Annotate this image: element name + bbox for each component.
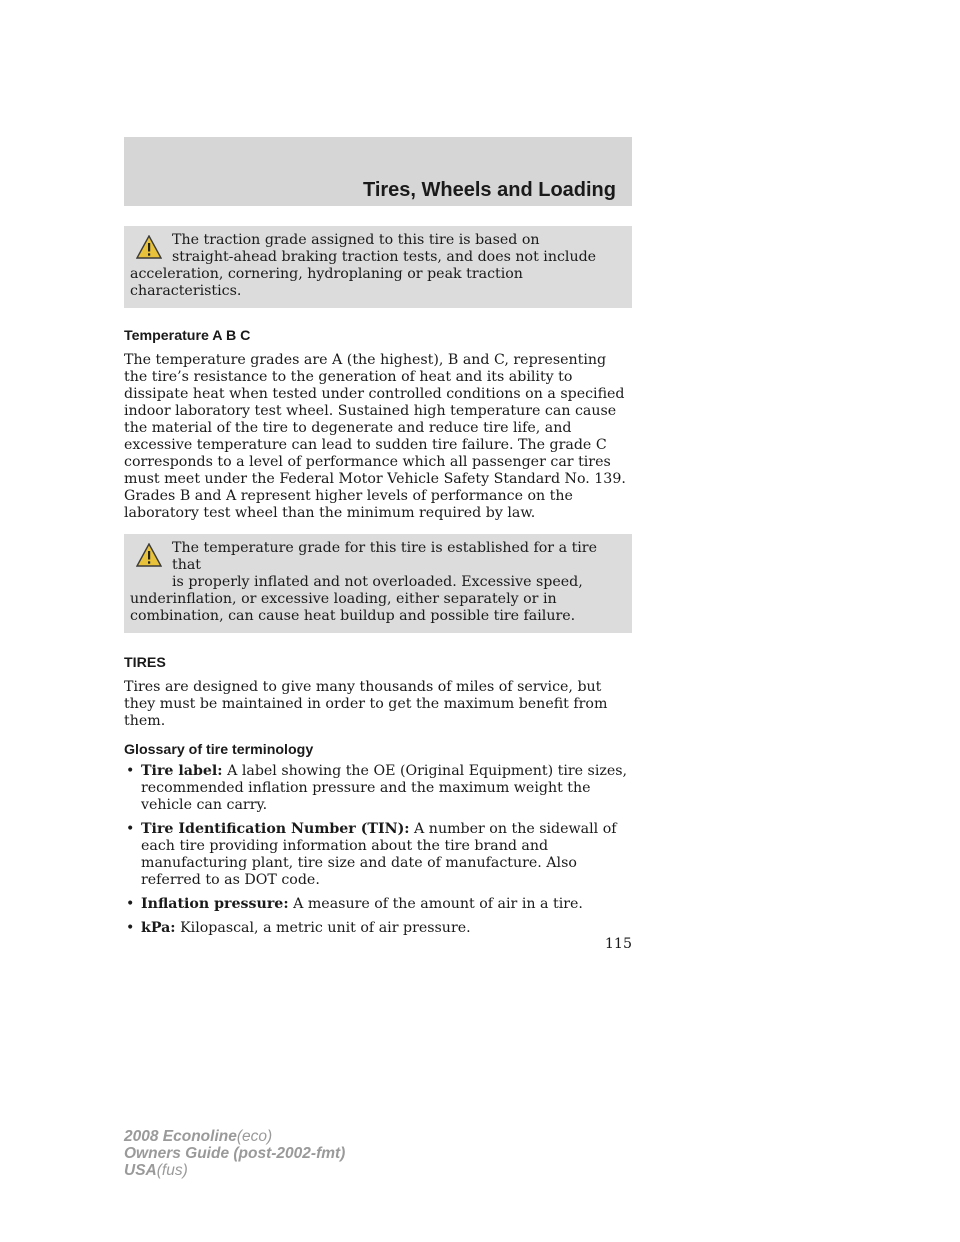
footer-model: 2008 Econoline [124, 1128, 237, 1145]
footer-guide-name: Owners Guide (post-2002-fmt) [124, 1145, 346, 1162]
warning-triangle-icon [136, 235, 162, 259]
page-number: 115 [604, 936, 632, 952]
warning-text-line: underinflation, or excessive loading, either separately or in [130, 591, 557, 607]
bullet: • [126, 896, 135, 912]
glossary-term: Tire label: [141, 763, 223, 779]
glossary-term: kPa: [141, 920, 176, 936]
tires-body-text: Tires are designed to give many thousands of miles of service, but they must be maintained in order to get the maximum benefit from them. [124, 679, 608, 729]
section-header-band [124, 137, 632, 206]
footer-line [124, 1128, 345, 1145]
tires-heading: TIRES [124, 655, 166, 671]
glossary-definition: Kilopascal, a metric unit of air pressure. [180, 920, 471, 936]
footer-market: USA [124, 1162, 157, 1179]
glossary-heading: Glossary of tire terminology [124, 742, 314, 758]
glossary-definition: A number on the sidewall of each tire providing information about the tire brand and manufacturing plant, tire size and date of manufacture. Also referred to as DOT code. [141, 821, 617, 888]
glossary-definition: A measure of the amount of air in a tire. [293, 896, 583, 912]
glossary-definition: A label showing the OE (Original Equipment) tire sizes, recommended inflation pressure and the maximum weight the vehicle can carry. [141, 763, 628, 813]
warning-text-line: combination, can cause heat buildup and possible tire failure. [130, 608, 576, 624]
temperature-heading: Temperature A B C [124, 328, 251, 344]
footer-market-code: (fus) [156, 1162, 188, 1179]
bullet: • [126, 763, 135, 779]
glossary-term: Tire Identification Number (TIN): [141, 821, 410, 837]
warning-text-line: The traction grade assigned to this tire is based on [172, 232, 540, 248]
warning-text-line: is properly inflated and not overloaded. Excessive speed, [172, 574, 583, 590]
footer-model-code: (eco) [236, 1128, 273, 1145]
section-title: Tires, Wheels and Loading [362, 179, 616, 201]
warning-text-line: acceleration, cornering, hydroplaning or peak traction characteristics. [130, 266, 523, 299]
temperature-warning-box [124, 534, 632, 633]
footer-line [124, 1162, 345, 1179]
glossary-list [124, 763, 632, 937]
glossary-item [124, 763, 632, 814]
bullet: • [126, 920, 135, 936]
page-content [124, 226, 632, 937]
glossary-item [124, 896, 632, 913]
document-footer [124, 1128, 345, 1179]
bullet: • [126, 821, 135, 837]
glossary-item [124, 920, 632, 937]
temperature-body-text: The temperature grades are A (the highest), B and C, representing the tire’s resistance to the generation of heat and its ability to dissipate heat when tested under controlled conditions on a specified indoor laboratory test wheel. Sustained high temperature can cause the material of the tire to degenerate and reduce tire life, and excessive temperature can lead to sudden tire failure. The grade C corresponds to a level of performance which all passenger car tires must meet under the Federal Motor Vehicle Safety Standard No. 139. Grades B and A represent higher levels of performance on the laboratory test wheel than the minimum required by law. [124, 352, 626, 521]
glossary-term: Inflation pressure: [141, 896, 289, 912]
warning-text-line: straight-ahead braking traction tests, and does not include [172, 249, 597, 265]
glossary-item [124, 821, 632, 889]
traction-warning-box [124, 226, 632, 308]
warning-text-line: The temperature grade for this tire is established for a tire that [172, 540, 597, 573]
warning-triangle-icon [136, 543, 162, 567]
